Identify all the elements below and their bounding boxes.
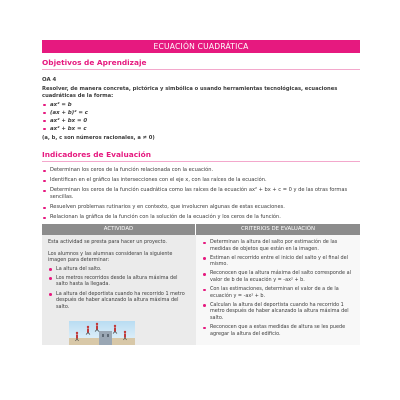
equation-forms-list: [42, 101, 360, 133]
objectives-divider: [42, 69, 360, 70]
indicators-heading: Indicadores de Evaluación: [42, 150, 151, 159]
criteria-column: [196, 224, 360, 345]
oa-note: (a, b, c son números racionales, a ≠ 0): [42, 135, 155, 141]
indicator-item: Relacionan la gráfica de la función con la solución de la ecuación y los ceros de la función.: [42, 214, 360, 221]
equation-form: ax² = b: [42, 101, 360, 109]
criteria-item: Con las estimaciones, determinan el valor de a de la ecuación y = -ax² + b.: [202, 286, 354, 299]
oa-statement: Resolver, de manera concreta, pictórica y simbólica o usando herramientas tecnológicas, ecuaciones cuadráticas de la forma:: [42, 86, 338, 99]
criteria-item: Determinan la altura del salto por estimación de las medidas de objetos que están en la imagen.: [202, 239, 354, 252]
activity-task: Los alumnos y las alumnas consideran la siguiente imagen para determinar:: [48, 250, 173, 264]
document-page: [42, 40, 360, 345]
objectives-heading: Objetivos de Aprendizaje: [42, 58, 147, 67]
jumping-athlete-photo: [69, 321, 135, 345]
criteria-item: Reconocen que la altura máxima del salto corresponde al valor de b de la ecuación y = -ax² + b.: [202, 270, 354, 283]
criteria-item: Reconocen que a estas medidas de altura se les puede agregar la altura del edificio.: [202, 324, 354, 337]
oa-code: OA 4: [42, 77, 57, 83]
indicators-list: [42, 167, 360, 221]
equation-form: ax² + bx = c: [42, 125, 360, 133]
activity-intro: Esta actividad se presta para hacer un proyecto.: [48, 239, 167, 245]
page-banner: ECUACIÓN CUADRÁTICA: [42, 40, 360, 53]
activity-list: [48, 266, 190, 311]
indicator-item: Determinan los ceros de la función cuadrática como las raíces de la ecuación ax² + bx + c = 0 y de las otras formas sencillas.: [42, 187, 360, 201]
equation-form: ax² + bx = 0: [42, 117, 360, 125]
criteria-item: Calculan la altura del deportista cuando ha recorrido 1 metro después de haber alcanzado la altura máxima del salto.: [202, 302, 354, 322]
criteria-item: Estiman el recorrido entre el inicio del salto y el final del mismo.: [202, 255, 354, 268]
indicator-item: Determinan los ceros de la función relacionada con la ecuación.: [42, 167, 360, 174]
indicators-divider: [42, 161, 360, 162]
criteria-header: CRITERIOS DE EVALUACIÓN: [196, 224, 360, 235]
indicator-item: Identifican en el gráfico las intersecciones con el eje x, con las raíces de la ecuación.: [42, 177, 360, 184]
objectives-section: [42, 58, 360, 141]
activity-column: [42, 224, 196, 345]
criteria-cell: [196, 235, 360, 345]
indicators-section: [42, 150, 360, 221]
activity-item: La altura del deportista cuando ha recorrido 1 metro después de haber alcanzado la altura máxima del salto.: [48, 291, 190, 311]
activity-table: [42, 224, 360, 345]
activity-cell: [42, 235, 196, 345]
activity-item: Los metros recorridos desde la altura máxima del salto hasta la llegada.: [48, 275, 190, 288]
indicator-item: Resuelven problemas rutinarios y en contexto, que involucren algunas de estas ecuaciones.: [42, 204, 360, 211]
activity-header: ACTIVIDAD: [42, 224, 196, 235]
criteria-list: [202, 239, 354, 337]
activity-item: La altura del salto.: [48, 266, 190, 273]
equation-form: (ax + b)² = c: [42, 109, 360, 117]
